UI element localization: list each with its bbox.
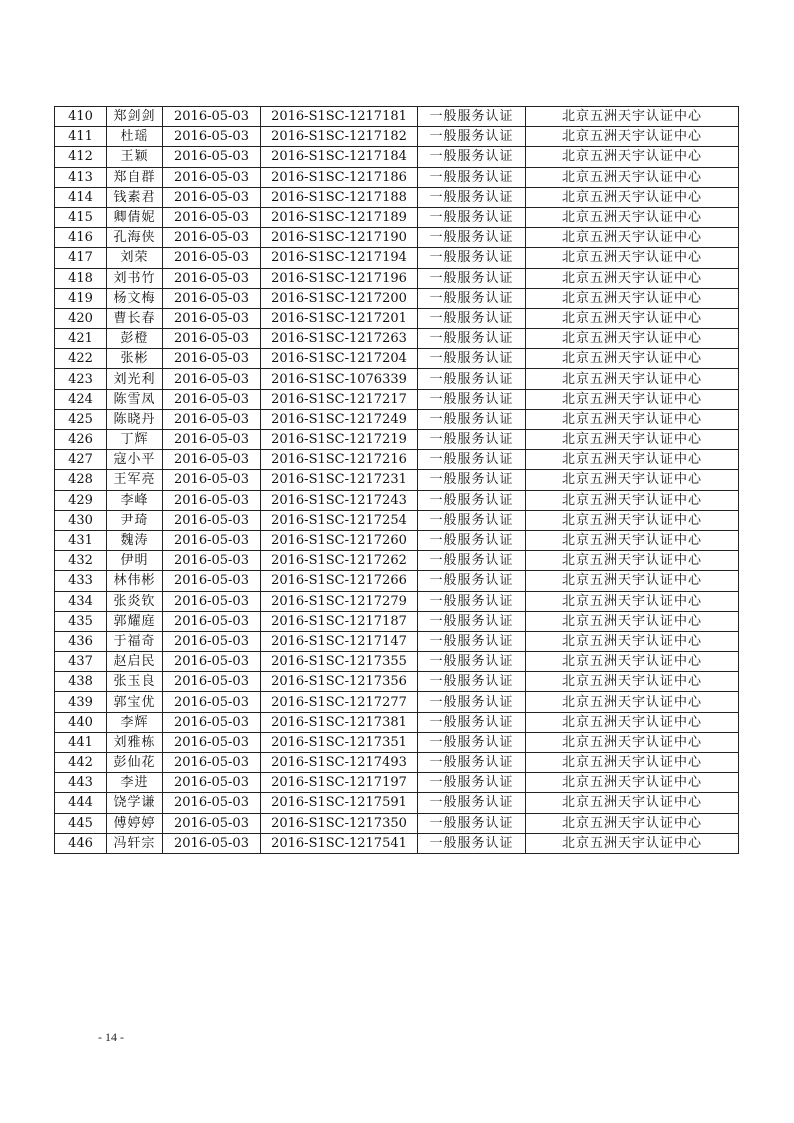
row-number-cell: 430 [55,510,107,530]
certification-body-cell: 北京五洲天宇认证中心 [526,551,739,571]
table-row [55,430,739,450]
row-number-cell: 427 [55,450,107,470]
holder-name-cell: 杜瑶 [107,127,163,147]
row-number-cell: 419 [55,288,107,308]
issue-date-cell: 2016-05-03 [163,591,261,611]
table-row [55,288,739,308]
certification-body-cell: 北京五洲天宇认证中心 [526,228,739,248]
table-row [55,187,739,207]
table-row [55,833,739,853]
certificate-code-cell: 2016-S1SC-1217216 [261,450,418,470]
issue-date-cell: 2016-05-03 [163,248,261,268]
row-number-cell: 443 [55,773,107,793]
certification-type-cell: 一般服务认证 [418,652,526,672]
issue-date-cell: 2016-05-03 [163,207,261,227]
table-row [55,490,739,510]
certification-type-cell: 一般服务认证 [418,773,526,793]
table-row [55,450,739,470]
holder-name-cell: 林伟彬 [107,571,163,591]
issue-date-cell: 2016-05-03 [163,571,261,591]
issue-date-cell: 2016-05-03 [163,349,261,369]
table-row [55,652,739,672]
row-number-cell: 412 [55,147,107,167]
certificate-code-cell: 2016-S1SC-1217263 [261,329,418,349]
row-number-cell: 438 [55,672,107,692]
table-row [55,228,739,248]
certification-body-cell: 北京五洲天宇认证中心 [526,631,739,651]
certification-body-cell: 北京五洲天宇认证中心 [526,107,739,127]
certification-type-cell: 一般服务认证 [418,349,526,369]
holder-name-cell: 王颖 [107,147,163,167]
row-number-cell: 446 [55,833,107,853]
certification-body-cell: 北京五洲天宇认证中心 [526,692,739,712]
holder-name-cell: 张炎钦 [107,591,163,611]
row-number-cell: 414 [55,187,107,207]
row-number-cell: 426 [55,430,107,450]
issue-date-cell: 2016-05-03 [163,692,261,712]
holder-name-cell: 李辉 [107,712,163,732]
holder-name-cell: 刘光利 [107,369,163,389]
issue-date-cell: 2016-05-03 [163,753,261,773]
certificate-code-cell: 2016-S1SC-1217217 [261,389,418,409]
certification-body-cell: 北京五洲天宇认证中心 [526,773,739,793]
issue-date-cell: 2016-05-03 [163,470,261,490]
issue-date-cell: 2016-05-03 [163,732,261,752]
certification-body-cell: 北京五洲天宇认证中心 [526,712,739,732]
certificate-code-cell: 2016-S1SC-1217231 [261,470,418,490]
row-number-cell: 422 [55,349,107,369]
holder-name-cell: 李峰 [107,490,163,510]
certification-body-cell: 北京五洲天宇认证中心 [526,672,739,692]
certification-type-cell: 一般服务认证 [418,430,526,450]
issue-date-cell: 2016-05-03 [163,107,261,127]
table-row [55,329,739,349]
certificate-code-cell: 2016-S1SC-1217266 [261,571,418,591]
certification-type-cell: 一般服务认证 [418,793,526,813]
certification-body-cell: 北京五洲天宇认证中心 [526,571,739,591]
issue-date-cell: 2016-05-03 [163,793,261,813]
table-row [55,591,739,611]
certification-body-cell: 北京五洲天宇认证中心 [526,510,739,530]
row-number-cell: 411 [55,127,107,147]
certification-type-cell: 一般服务认证 [418,329,526,349]
certificate-code-cell: 2016-S1SC-1217147 [261,631,418,651]
issue-date-cell: 2016-05-03 [163,652,261,672]
certification-body-cell: 北京五洲天宇认证中心 [526,793,739,813]
certificate-code-cell: 2016-S1SC-1217188 [261,187,418,207]
row-number-cell: 416 [55,228,107,248]
issue-date-cell: 2016-05-03 [163,147,261,167]
table-row [55,732,739,752]
row-number-cell: 434 [55,591,107,611]
certification-body-cell: 北京五洲天宇认证中心 [526,167,739,187]
row-number-cell: 431 [55,530,107,550]
certification-type-cell: 一般服务认证 [418,450,526,470]
certification-type-cell: 一般服务认证 [418,127,526,147]
table-row [55,107,739,127]
holder-name-cell: 彭橙 [107,329,163,349]
certificate-table [54,106,739,854]
holder-name-cell: 魏涛 [107,530,163,550]
table-row [55,207,739,227]
issue-date-cell: 2016-05-03 [163,773,261,793]
certification-type-cell: 一般服务认证 [418,268,526,288]
table-row [55,349,739,369]
certification-type-cell: 一般服务认证 [418,490,526,510]
certificate-code-cell: 2016-S1SC-1217249 [261,409,418,429]
holder-name-cell: 郭宝优 [107,692,163,712]
table-row [55,268,739,288]
certificate-code-cell: 2016-S1SC-1217243 [261,490,418,510]
certification-body-cell: 北京五洲天宇认证中心 [526,308,739,328]
holder-name-cell: 张玉良 [107,672,163,692]
holder-name-cell: 郑自群 [107,167,163,187]
certification-type-cell: 一般服务认证 [418,147,526,167]
issue-date-cell: 2016-05-03 [163,510,261,530]
certificate-code-cell: 2016-S1SC-1217260 [261,530,418,550]
certificate-code-cell: 2016-S1SC-1217277 [261,692,418,712]
certificate-code-cell: 2016-S1SC-1217187 [261,611,418,631]
certificate-code-cell: 2016-S1SC-1217254 [261,510,418,530]
certification-body-cell: 北京五洲天宇认证中心 [526,349,739,369]
holder-name-cell: 郭耀庭 [107,611,163,631]
holder-name-cell: 丁辉 [107,430,163,450]
certificate-code-cell: 2016-S1SC-1217181 [261,107,418,127]
certification-type-cell: 一般服务认证 [418,712,526,732]
row-number-cell: 442 [55,753,107,773]
certification-type-cell: 一般服务认证 [418,510,526,530]
issue-date-cell: 2016-05-03 [163,530,261,550]
holder-name-cell: 李进 [107,773,163,793]
holder-name-cell: 伊明 [107,551,163,571]
table-row [55,308,739,328]
table-row [55,611,739,631]
holder-name-cell: 刘雅栋 [107,732,163,752]
table-row [55,510,739,530]
holder-name-cell: 卿倩妮 [107,207,163,227]
issue-date-cell: 2016-05-03 [163,127,261,147]
holder-name-cell: 曹长春 [107,308,163,328]
issue-date-cell: 2016-05-03 [163,329,261,349]
holder-name-cell: 傅婷婷 [107,813,163,833]
holder-name-cell: 陈晓丹 [107,409,163,429]
certification-type-cell: 一般服务认证 [418,591,526,611]
row-number-cell: 418 [55,268,107,288]
issue-date-cell: 2016-05-03 [163,551,261,571]
table-row [55,470,739,490]
row-number-cell: 413 [55,167,107,187]
certification-type-cell: 一般服务认证 [418,248,526,268]
certificate-code-cell: 2016-S1SC-1217493 [261,753,418,773]
row-number-cell: 437 [55,652,107,672]
certification-type-cell: 一般服务认证 [418,551,526,571]
certification-type-cell: 一般服务认证 [418,631,526,651]
table-row [55,753,739,773]
issue-date-cell: 2016-05-03 [163,228,261,248]
certification-type-cell: 一般服务认证 [418,288,526,308]
certification-type-cell: 一般服务认证 [418,611,526,631]
certificate-code-cell: 2016-S1SC-1217356 [261,672,418,692]
certificate-code-cell: 2016-S1SC-1217197 [261,773,418,793]
holder-name-cell: 刘荣 [107,248,163,268]
holder-name-cell: 郑剑剑 [107,107,163,127]
certification-type-cell: 一般服务认证 [418,813,526,833]
table-row [55,248,739,268]
row-number-cell: 444 [55,793,107,813]
certification-type-cell: 一般服务认证 [418,753,526,773]
certification-body-cell: 北京五洲天宇认证中心 [526,430,739,450]
certificate-code-cell: 2016-S1SC-1217351 [261,732,418,752]
certificate-code-cell: 2016-S1SC-1217196 [261,268,418,288]
row-number-cell: 441 [55,732,107,752]
row-number-cell: 417 [55,248,107,268]
row-number-cell: 410 [55,107,107,127]
row-number-cell: 432 [55,551,107,571]
holder-name-cell: 冯轩宗 [107,833,163,853]
certificate-code-cell: 2016-S1SC-1217182 [261,127,418,147]
certificate-code-cell: 2016-S1SC-1217381 [261,712,418,732]
holder-name-cell: 杨文梅 [107,288,163,308]
certification-body-cell: 北京五洲天宇认证中心 [526,591,739,611]
certification-type-cell: 一般服务认证 [418,470,526,490]
row-number-cell: 440 [55,712,107,732]
certification-type-cell: 一般服务认证 [418,672,526,692]
row-number-cell: 423 [55,369,107,389]
issue-date-cell: 2016-05-03 [163,631,261,651]
certificate-code-cell: 2016-S1SC-1217194 [261,248,418,268]
issue-date-cell: 2016-05-03 [163,288,261,308]
holder-name-cell: 饶学谦 [107,793,163,813]
certification-body-cell: 北京五洲天宇认证中心 [526,268,739,288]
certificate-table-body [55,107,739,854]
certificate-code-cell: 2016-S1SC-1217355 [261,652,418,672]
issue-date-cell: 2016-05-03 [163,308,261,328]
table-row [55,369,739,389]
certification-body-cell: 北京五洲天宇认证中心 [526,329,739,349]
certificate-code-cell: 2016-S1SC-1217591 [261,793,418,813]
certificate-code-cell: 2016-S1SC-1217189 [261,207,418,227]
row-number-cell: 421 [55,329,107,349]
certification-type-cell: 一般服务认证 [418,389,526,409]
table-row [55,692,739,712]
holder-name-cell: 孔海侠 [107,228,163,248]
issue-date-cell: 2016-05-03 [163,430,261,450]
certification-type-cell: 一般服务认证 [418,732,526,752]
certification-type-cell: 一般服务认证 [418,692,526,712]
row-number-cell: 433 [55,571,107,591]
table-row [55,147,739,167]
holder-name-cell: 陈雪凤 [107,389,163,409]
holder-name-cell: 王军亮 [107,470,163,490]
certification-body-cell: 北京五洲天宇认证中心 [526,248,739,268]
certification-body-cell: 北京五洲天宇认证中心 [526,753,739,773]
table-row [55,793,739,813]
holder-name-cell: 赵启民 [107,652,163,672]
issue-date-cell: 2016-05-03 [163,167,261,187]
row-number-cell: 445 [55,813,107,833]
page-number: - 14 - [98,1030,124,1044]
certification-body-cell: 北京五洲天宇认证中心 [526,207,739,227]
certification-body-cell: 北京五洲天宇认证中心 [526,813,739,833]
certification-type-cell: 一般服务认证 [418,409,526,429]
issue-date-cell: 2016-05-03 [163,187,261,207]
holder-name-cell: 钱素君 [107,187,163,207]
certification-type-cell: 一般服务认证 [418,571,526,591]
issue-date-cell: 2016-05-03 [163,611,261,631]
certification-body-cell: 北京五洲天宇认证中心 [526,127,739,147]
certification-body-cell: 北京五洲天宇认证中心 [526,833,739,853]
issue-date-cell: 2016-05-03 [163,450,261,470]
certificate-code-cell: 2016-S1SC-1217201 [261,308,418,328]
table-row [55,631,739,651]
certification-type-cell: 一般服务认证 [418,207,526,227]
table-row [55,672,739,692]
table-row [55,409,739,429]
certification-body-cell: 北京五洲天宇认证中心 [526,369,739,389]
table-row [55,167,739,187]
row-number-cell: 420 [55,308,107,328]
certificate-code-cell: 2016-S1SC-1217186 [261,167,418,187]
issue-date-cell: 2016-05-03 [163,490,261,510]
certificate-code-cell: 2016-S1SC-1217219 [261,430,418,450]
certification-type-cell: 一般服务认证 [418,187,526,207]
row-number-cell: 428 [55,470,107,490]
certificate-code-cell: 2016-S1SC-1217200 [261,288,418,308]
certification-type-cell: 一般服务认证 [418,107,526,127]
row-number-cell: 415 [55,207,107,227]
table-row [55,571,739,591]
issue-date-cell: 2016-05-03 [163,833,261,853]
holder-name-cell: 彭仙花 [107,753,163,773]
certification-type-cell: 一般服务认证 [418,167,526,187]
certification-type-cell: 一般服务认证 [418,228,526,248]
holder-name-cell: 张彬 [107,349,163,369]
certification-body-cell: 北京五洲天宇认证中心 [526,147,739,167]
table-row [55,389,739,409]
certification-body-cell: 北京五洲天宇认证中心 [526,652,739,672]
certification-body-cell: 北京五洲天宇认证中心 [526,530,739,550]
certification-body-cell: 北京五洲天宇认证中心 [526,187,739,207]
holder-name-cell: 尹琦 [107,510,163,530]
certificate-code-cell: 2016-S1SC-1217350 [261,813,418,833]
table-row [55,773,739,793]
row-number-cell: 436 [55,631,107,651]
certification-type-cell: 一般服务认证 [418,369,526,389]
certification-body-cell: 北京五洲天宇认证中心 [526,450,739,470]
certification-body-cell: 北京五洲天宇认证中心 [526,470,739,490]
table-row [55,530,739,550]
issue-date-cell: 2016-05-03 [163,268,261,288]
issue-date-cell: 2016-05-03 [163,712,261,732]
certificate-code-cell: 2016-S1SC-1217204 [261,349,418,369]
holder-name-cell: 寇小平 [107,450,163,470]
table-row [55,813,739,833]
certification-body-cell: 北京五洲天宇认证中心 [526,732,739,752]
issue-date-cell: 2016-05-03 [163,672,261,692]
certification-type-cell: 一般服务认证 [418,308,526,328]
certification-body-cell: 北京五洲天宇认证中心 [526,409,739,429]
table-row [55,127,739,147]
certificate-code-cell: 2016-S1SC-1217279 [261,591,418,611]
certification-body-cell: 北京五洲天宇认证中心 [526,490,739,510]
row-number-cell: 425 [55,409,107,429]
certification-type-cell: 一般服务认证 [418,530,526,550]
issue-date-cell: 2016-05-03 [163,813,261,833]
certificate-code-cell: 2016-S1SC-1217184 [261,147,418,167]
row-number-cell: 429 [55,490,107,510]
certification-body-cell: 北京五洲天宇认证中心 [526,288,739,308]
table-row [55,551,739,571]
issue-date-cell: 2016-05-03 [163,369,261,389]
holder-name-cell: 于福奇 [107,631,163,651]
row-number-cell: 439 [55,692,107,712]
holder-name-cell: 刘书竹 [107,268,163,288]
certificate-code-cell: 2016-S1SC-1217190 [261,228,418,248]
certificate-code-cell: 2016-S1SC-1076339 [261,369,418,389]
row-number-cell: 435 [55,611,107,631]
row-number-cell: 424 [55,389,107,409]
certificate-code-cell: 2016-S1SC-1217541 [261,833,418,853]
certificate-code-cell: 2016-S1SC-1217262 [261,551,418,571]
issue-date-cell: 2016-05-03 [163,389,261,409]
certification-body-cell: 北京五洲天宇认证中心 [526,611,739,631]
table-row [55,712,739,732]
issue-date-cell: 2016-05-03 [163,409,261,429]
certification-type-cell: 一般服务认证 [418,833,526,853]
certification-body-cell: 北京五洲天宇认证中心 [526,389,739,409]
